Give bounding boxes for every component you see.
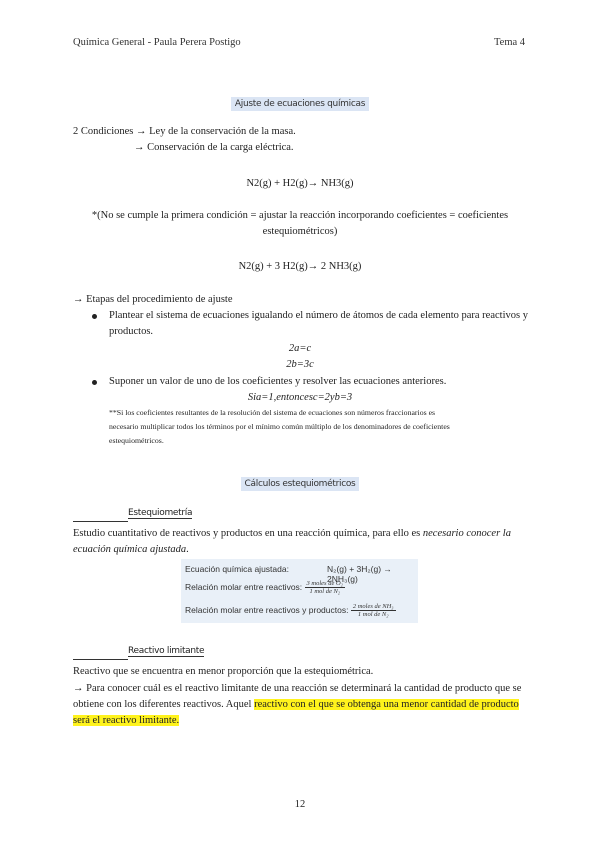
footnote-line-3: estequiométricos. xyxy=(109,436,164,445)
footnote xyxy=(109,406,529,448)
bullet-2: Suponer un valor de uno de los coeficientes y resolver las ecuaciones anteriores. xyxy=(109,376,447,387)
section-title-ajuste: Ajuste de ecuaciones químicas xyxy=(231,97,369,111)
table-row-3-label: Relación molar entre reactivos y productos: xyxy=(185,604,349,615)
limitante-line-1: Reactivo que se encuentra en menor proporción que la estequiométrica. xyxy=(73,666,374,677)
subsection-title-reactivo-limitante: Reactivo limitante xyxy=(128,646,205,656)
limitante-line-2: → Para conocer cuál es el reactivo limitante de una reacción se determinará la cantidad de producto que se xyxy=(73,683,522,694)
limitante-line-4 xyxy=(73,713,179,729)
limitante-highlight-1: reactivo con el que se obtenga una menor cantidad de producto xyxy=(254,699,519,710)
stoichiometry-table xyxy=(181,559,418,623)
fraction-numerator: 3 moles de O₂ xyxy=(306,580,343,587)
estequiometria-text-plain: Estudio cuantitativo de reactivos y productos en una reacción química, para ello es xyxy=(73,528,423,539)
limitante-line-3-plain: obtiene con los diferentes reactivos. Aquel xyxy=(73,699,255,710)
footnote-line-2: necesario multiplicar todos los términos por el mínimo común múltiplo de los denominadores de coeficientes xyxy=(109,422,450,431)
bullet-1-line-1: Plantear el sistema de ecuaciones igualando el número de átomos de cada elemento para reactivos y xyxy=(109,310,528,321)
table-row-1-label: Ecuación química ajustada: xyxy=(185,564,289,574)
estequiometria-text-italic-1: necesario conocer la xyxy=(422,528,511,539)
note-line-1: *(No se cumple la primera condición = ajustar la reacción incorporando coeficientes = coeficientes xyxy=(91,210,509,221)
steps-title: → Etapas del procedimiento de ajuste xyxy=(73,294,233,305)
fraction xyxy=(305,580,345,595)
equation-a: 2a=c xyxy=(288,343,312,354)
subsection-title-estequiometria: Estequiometría xyxy=(128,508,193,518)
bullet-1-line-2: productos. xyxy=(109,326,154,337)
conditions-line-1: 2 Condiciones → Ley de la conservación de la masa. xyxy=(73,126,296,137)
subsection-rule xyxy=(73,521,128,522)
estequiometria-text xyxy=(73,526,528,542)
footnote-line-1: **Si los coeficientes resultantes de la resolución del sistema de ecuaciones son números fraccionarios es xyxy=(109,408,436,417)
limitante-line-3 xyxy=(73,697,533,713)
fraction-denominator: 1 mol de N₂ xyxy=(357,611,389,618)
section-title-container xyxy=(0,93,600,111)
equation-balanced: N2(g) + 3 H2(g)→ 2 NH3(g) xyxy=(238,261,362,272)
limitante-highlight-2: será el reactivo limitante. xyxy=(73,715,180,726)
section-title-container xyxy=(0,473,600,491)
equation-si: Sia=1,entoncesc=2yb=3 xyxy=(247,392,353,403)
bullet-dot xyxy=(92,380,97,385)
header-left: Química General - Paula Perera Postigo xyxy=(73,37,241,48)
section-title-calculos: Cálculos estequiométricos xyxy=(241,477,360,491)
table-row-3 xyxy=(185,603,396,618)
fraction-numerator: 2 moles de NH₃ xyxy=(352,603,394,610)
table-row-2-label: Relación molar entre reactivos: xyxy=(185,581,303,592)
estequiometria-text-end: . xyxy=(186,544,189,555)
fraction xyxy=(351,603,396,618)
equation-unbalanced: N2(g) + H2(g)→ NH3(g) xyxy=(246,178,354,189)
header-right: Tema 4 xyxy=(494,37,526,48)
bullet-dot xyxy=(92,314,97,319)
estequiometria-text-italic-2: ecuación química ajustada xyxy=(73,544,187,555)
note-line-2: estequiométricos) xyxy=(262,226,338,237)
table-row-1-value: N₂(g) + 3H₂(g) → 2NH₃(g) xyxy=(327,564,392,584)
table-row-2 xyxy=(185,580,345,595)
subsection-rule xyxy=(73,659,128,660)
conditions-line-2: → Conservación de la carga eléctrica. xyxy=(134,142,294,153)
estequiometria-text-line-2 xyxy=(73,542,189,558)
fraction-denominator: 1 mol de N₂ xyxy=(309,588,341,595)
page-number: 12 xyxy=(294,799,306,810)
equation-b: 2b=3c xyxy=(286,359,314,370)
